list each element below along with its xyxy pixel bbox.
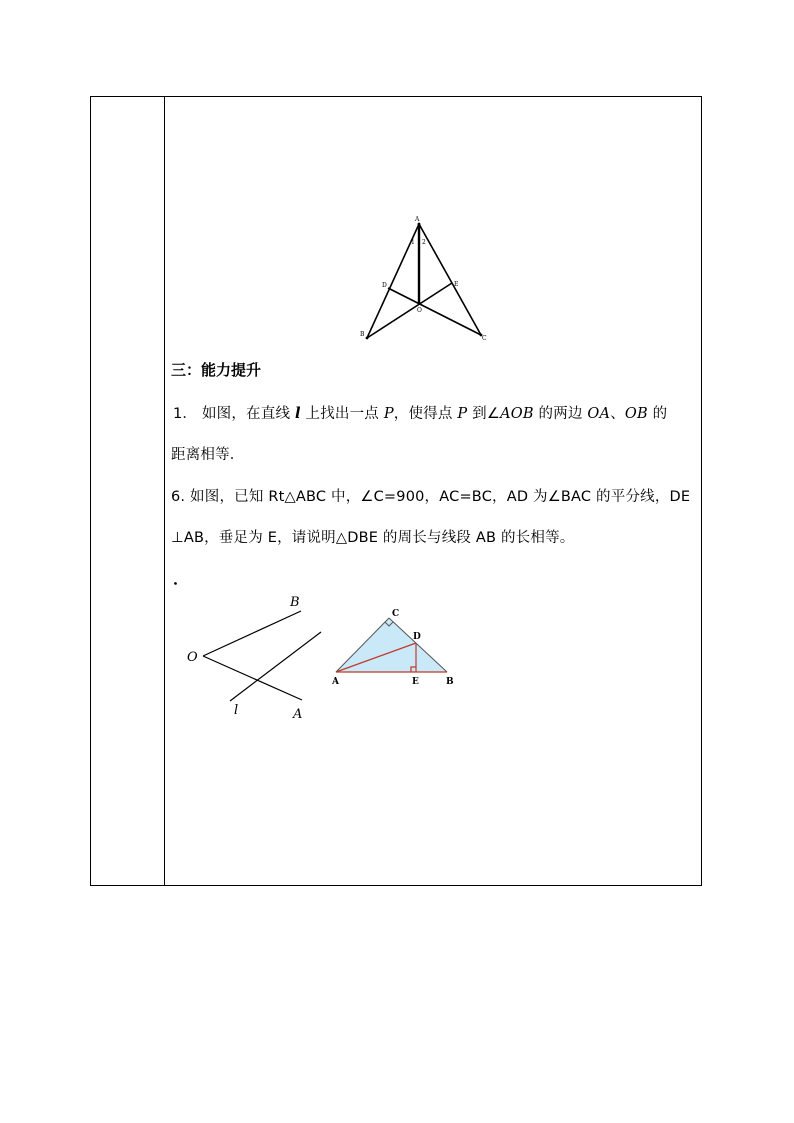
figure-isosceles-triangle	[355, 212, 495, 347]
stray-dot: ．	[173, 569, 190, 588]
label-l: l	[234, 703, 239, 718]
label-A: A	[293, 707, 303, 722]
label-E: E	[454, 281, 459, 288]
label-B: B	[446, 677, 454, 687]
line-l	[230, 632, 321, 701]
triangle-abc-fill	[336, 618, 447, 672]
section-heading: 三：能力提升	[171, 361, 262, 379]
label-E: E	[412, 677, 419, 687]
segment-AC	[419, 224, 481, 335]
label-B: B	[290, 595, 300, 610]
label-angle-1: 1	[411, 239, 415, 246]
problem-6-line-2: ⊥AB，垂足为 E，请说明△DBE 的周长与线段 AB 的长相等。	[171, 530, 575, 546]
figure-angle-aob	[183, 590, 323, 725]
problem-1-line-1: 1． 如图，在直线 l 上找出一点 P，使得点 P 到∠AOB 的两边 OA、OB 的	[173, 405, 668, 422]
table-column-divider	[164, 96, 165, 886]
label-angle-2: 2	[422, 239, 426, 246]
label-C: C	[482, 335, 487, 342]
ray-OA	[203, 656, 302, 700]
label-C: C	[392, 609, 400, 619]
label-D: D	[382, 282, 387, 289]
label-A: A	[332, 677, 339, 687]
label-A: A	[415, 216, 420, 223]
label-D: D	[413, 632, 421, 642]
ray-OB	[203, 611, 301, 656]
label-O: O	[417, 307, 422, 314]
problem-6-line-1: 6. 如图，已知 Rt△ABC 中，∠C=900，AC=BC，AD 为∠BAC 的平分线，DE	[171, 489, 691, 505]
figure-right-triangle	[330, 604, 460, 692]
line-l-symbol: l	[294, 405, 301, 422]
problem-1-number: 1．	[173, 406, 198, 422]
label-B: B	[360, 331, 365, 338]
label-O: O	[187, 650, 198, 665]
problem-1-line-2: 距离相等．	[171, 447, 245, 463]
